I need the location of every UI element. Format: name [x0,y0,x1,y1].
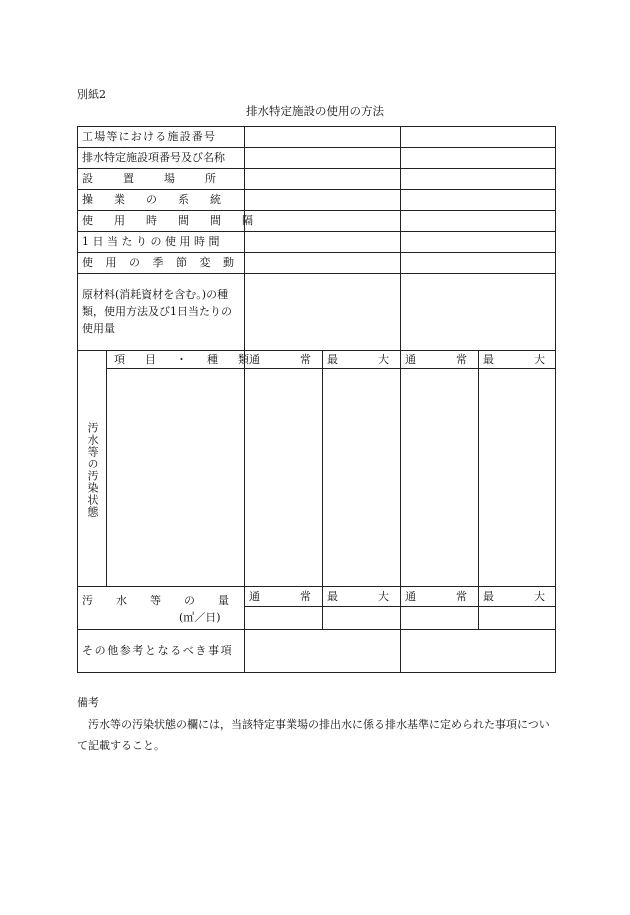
row-label-facility-number: 工場等における施設番号 [82,130,217,143]
volume-col-max-2: 最大 [483,590,585,603]
row-label-daily-usage-time: 1日当たりの使用時間 [82,235,223,248]
volume-col-normal-1: 通常 [249,590,351,603]
pollution-item-header: 項目・種類 [114,353,269,366]
section-label-pollution-state: 汚水等の汚染状態 [86,422,99,518]
page-title: 排水特定施設の使用の方法 [246,104,384,118]
usage-form-table [77,126,585,673]
row-label-usage-interval: 使用時間間隔 [82,214,274,227]
volume-col-normal-2: 通常 [405,590,507,603]
volume-col-max-1: 最大 [327,590,429,603]
pollution-col-normal-2: 通常 [405,353,507,366]
volume-unit-label: (㎥／日) [179,611,221,624]
row-label-raw-materials: 原材料(消耗資材を含む。)の種類，使用方法及び1日当たりの使用量 [82,288,232,335]
row-label-item-number-name: 排水特定施設項番号及び名称 [82,151,225,164]
row-label-wastewater-volume: 汚水等の量 [82,594,252,607]
pollution-col-max-2: 最大 [483,353,585,366]
row-label-location: 設置場所 [82,172,246,185]
remarks-heading: 備考 [77,696,99,709]
pollution-col-max-1: 最大 [327,353,429,366]
row-label-operation-system: 操業の系統 [82,193,242,206]
row-label-seasonal-variation: 使用の季節変動 [82,256,247,269]
pollution-col-normal-1: 通常 [249,353,351,366]
remarks-text: 汚水等の汚染状態の欄には，当該特定事業場の排出水に係る排水基準に定められた事項について記載すること。 [77,718,550,752]
row-label-other-notes: その他参考となるべき事項 [82,644,234,657]
annex-label: 別紙2 [77,88,106,101]
